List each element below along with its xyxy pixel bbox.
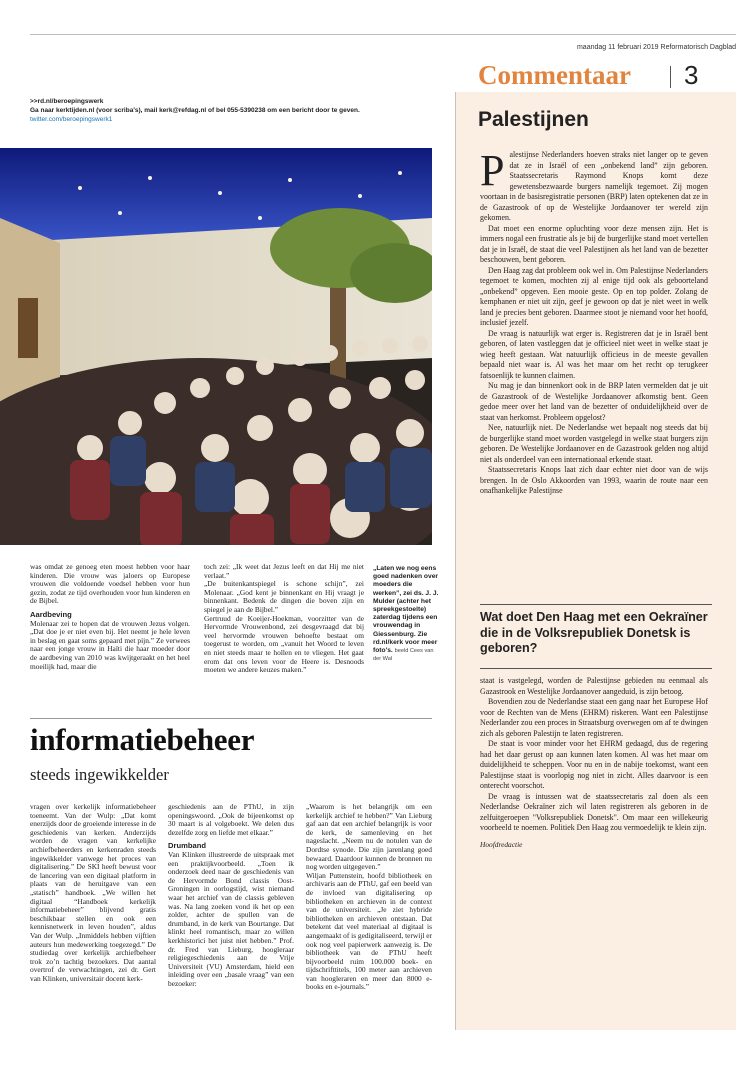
- article1-col2-paragraph2: „De buitenkantspiegel is schone schijn”, zei Molenaar. „God kent je binnenkant en Hij vraagt je binnenkant. Bedenk de dingen die boven zijn en spiegel je aan de Bijbel.”: [204, 579, 364, 614]
- page-number: 3: [684, 60, 699, 90]
- editorial-paragraph-3: Den Haag zag dat probleem ook wel in. Om Palestijnse Nederlanders tegemoet te komen, mochten zij al enige tijd ook als geboorteland „onbekend” opgeven. Een mooie geste. Op en top polder. Zolang de kemphanen er niet uit zijn, geef je gewoon op dat je niet weet in welk land je precies bent geboren. Daarmee stoot je niemand voor het hoofd, inclusief jezelf.: [480, 265, 708, 327]
- photo-caption: [373, 565, 439, 663]
- top-rule: [30, 34, 736, 35]
- article1-col2-paragraph1: toch zei: „Ik weet dat Jezus leeft en dat Hij me niet verlaat.”: [204, 563, 364, 580]
- section-separator: [670, 66, 671, 88]
- info-contact: Ga naar kerktijden.nl (voor scriba's), mail kerk@refdag.nl of bel 055-5390238 om een bericht door te geven.: [30, 107, 360, 114]
- info-box: [30, 97, 440, 124]
- editorial-paragraph-9: Bovendien zou de Nederlandse staat een gang naar het Europese Hof voor de Rechten van de Mens (EHRM) riskeren. Want een Palestijnse Nederlander zou een proces in Straatsburg overwegen om af te dwingen zich als geboren Palestijn te laten registreren.: [480, 697, 708, 738]
- editorial-paragraph-5: Nu mag je dan binnenkort ook in de BRP laten vermelden dat je uit de Gazastrook of de Westelijke Jordaanover afkomstig bent. Geen gedoe meer over het land van de bezetter of onduidelijkheid over de staat van herkomst. Probleem opgelost?: [480, 381, 708, 422]
- article-divider: [30, 718, 432, 719]
- article2-headline: informatiebeheer: [30, 722, 255, 757]
- article2-subheading: Drumband: [168, 841, 206, 851]
- info-twitter-link[interactable]: twitter.com/beroepingswerk1: [30, 116, 113, 123]
- article1-column2: [204, 563, 364, 713]
- editorial-dropcap: P: [480, 150, 505, 195]
- editorial-paragraph-8: staat is vastgelegd, worden de Palestijnse gebieden nu eenmaal als Gazastrook en Westelijke Jordaanover aangeduid, is zijn betoog.: [480, 676, 708, 696]
- article-photo: [0, 148, 432, 545]
- editorial-paragraph-7: Staatssecretaris Knops laat zich daar echter niet door van de wijs brengen. In de Oslo Akkoorden van 1993, waarin de route naar een onafhankelijke Palestijnse: [480, 465, 708, 495]
- section-title: Commentaar: [478, 60, 631, 90]
- article2-col2-paragraph2: Van Klinken illustreerde de uitspraak met een praktijkvoorbeeld. „Toen ik onderzoek deed naar de geschiedenis van de Hervormde Bond classis Oost-Groningen in oorlogstijd, wist niemand waar het archief van de classis gebleven was. Na lang zoeken vond ik het op een zolder, achter de spullen van de drumband, in de kerk van Bourtange. Dat klinkt heel romantisch, maar zo willen kerkhistorici het juist niet hebben.” Prof. dr. Fred van Lieburg, hoogleraar religiegeschiedenis aan de Vrije Universiteit (VU) Amsterdam, hield een inleiding over een „basale vraag” van een bezoeker:: [168, 849, 294, 988]
- editorial-body-continued: [480, 676, 708, 938]
- editorial-paragraph-10: De staat is voor minder voor het EHRM gedaagd, dus de regering had het daar gerust op aan kunnen laten komen. Al was het maar om duidelijkheid te scheppen. Voor nu en in de nabije toekomst, want een Palestijnse staat is voorlopig nog niet in zicht. Alles daarvoor is een onterecht voorschot.: [480, 739, 708, 790]
- pullquote: Wat doet Den Haag met een Oekraïner die in de Volksrepubliek Donetsk is geboren?: [480, 610, 708, 655]
- pullquote-rule-bottom: [480, 668, 712, 669]
- dateline: maandag 11 februari 2019 Reformatorisch Dagblad: [576, 44, 736, 51]
- editorial-paragraph-6: Nee, natuurlijk niet. De Nederlandse wet bepaalt nog steeds dat bij de burgerlijke stand moet worden vastgelegd in welke staat burgers zijn geboren. De Westelijke Jordaanover en de Gazastrook gelden nog altijd niet als onderdeel van een internationaal erkende staat.: [480, 423, 708, 464]
- info-rd-link[interactable]: >>rd.nl/beroepingswerk: [30, 98, 104, 105]
- editorial-paragraph-4: De vraag is natuurlijk wat erger is. Registreren dat je in Israël bent geboren, of laten vastleggen dat je officieel niet weet in welke staat je wieg heeft gestaan. Wat natuurlijk officieus in de meeste gevallen bepaald niet waar is. Al was het maar om het recht op terugkeer fatsoenlijk te kunnen claimen.: [480, 328, 708, 380]
- photo-illustration: [0, 148, 432, 545]
- article2-column1: [30, 803, 156, 1038]
- article2-column3: [306, 803, 432, 1038]
- editorial-signoff: Hoofdredactie: [480, 839, 523, 849]
- article2-col1-text: vragen over kerkelijk informatiebeheer toeneemt. Van der Wulp: „Dat komt enerzijds door de groeiende interesse in de geschiedenis van kerken. Anderzijds worden de vragen van kerkelijke archiefbeheerders en kerkenraden steeds ingewikkelder vanwege het proces van digitalisering.” De SKI heeft bewust voor de lancering van een digitaal platform in plaats van de heruitgave van een „statisch” handboek. „We willen het digitaal “Handboek kerkelijk informatiebeheer” blijvend gratis beschikbaar stellen en ook een kennisnetwerk in leven houden”, aldus Van der Wulp. „Inmiddels hebben vijftien auteurs hun medewerking toegezegd.” De studiedag over kerkelijk archiefbeheer trok zo’n tachtig bezoekers. Dat aantal overtrof de verwachtingen, zei dr. Gert van Klinken, universitair docent kerk-: [30, 803, 156, 983]
- caption-credit: beeld Cees van der Wal: [373, 648, 434, 663]
- article1-subheading: Aardbeving: [30, 609, 72, 619]
- article2-subhead: steeds ingewikkelder: [30, 765, 169, 784]
- article1-column1: [30, 563, 190, 713]
- editorial-paragraph-2: Dat moet een enorme opluchting voor deze mensen zijn. Het is immers nogal een frustratie als je bij de burgerlijke stand moet vertellen dat je in Israël, de staat die veel Palestijnen als het land van de bezetter beschouwen, bent geboren.: [480, 223, 708, 264]
- editorial-body: [480, 150, 708, 602]
- editorial-paragraph-1: Palestijnse Nederlanders hoeven straks niet langer op te geven dat ze in Israël of een „onbekend land” zijn geboren. Staatssecretaris Raymond Knops komt deze gewetensbezwaarde burgers namelijk tegemoet. Zij mogen voortaan in de basisregistratie personen (BRP) laten optekenen dat ze in de Gazastrook of op de Westelijke Jordaanover ter wereld zijn gekomen.: [480, 150, 708, 222]
- article2-column2: [168, 803, 294, 1038]
- editorial-paragraph-11: De vraag is intussen wat de staatssecretaris zal doen als een Nederlandse Oekraïner zich wil laten registreren als geboren in de zelfuitgeroepen "Volksrepubliek Donetsk". Om maar een willekeurig voorbeeld te noemen. Politiek Den Haag zou vermoedelijk te klein zijn.: [480, 791, 708, 832]
- article1-col2-paragraph3: Gertruud de Koeijer-Hoekman, voorzitter van de Hervormde Vrouwenbond, zei desgevraagd dat bij veel hervormde vrouwen behoefte bestaat om toegerust te worden, om „vanuit het Woord te leven en niet steeds maar te hollen en te vliegen. Het gaat erom dat ons leven voor de Heere is. Desnoods moeten we andere keuzes maken.”: [204, 613, 364, 675]
- caption-text: „Laten we nog eens goed nadenken over moeders die werken”, zei ds. J. J. Mulder (achter het spreekgestoelte) zaterdag tijdens een vrouwendag in Giessenburg. Zie rd.nl/kerk voor meer foto's.: [373, 565, 439, 655]
- article1-col1-paragraph2: Molenaar zei te hopen dat de vrouwen Jezus volgen. „Dat doe je er niet even bij. Het neemt je hele leven in beslag en gaat soms gepaard met pijn.” Ze verwees naar een jonge vrouw in Haïti die haar moeder door de aardbeving van 2010 was kwijtgeraakt en het heel moeilijk had, maar die: [30, 618, 190, 671]
- article2-col3-paragraph1: „Waarom is het belangrijk om een kerkelijk archief te hebben?” Van Lieburg gaf aan dat een archief belangrijk is voor de kerk, de samenleving en het nageslacht. „Neem nu de notulen van de Dordtse synode. Die zijn jarenlang goed bewaard. Daardoor kunnen de bronnen nu nog worden uitgegeven.”: [306, 803, 432, 872]
- article2-col3-paragraph2: Wiljan Puttenstein, hoofd bibliotheek en archivaris aan de PThU, gaf een beeld van de invloed van digitalisering op bibliotheken en archieven in de context van de universiteit. „Je ziet hybride bibliotheken en archieven ontstaan. Dat betekent dat veel materiaal al digitaal is aangemaakt of is gedigitaliseerd, terwijl er ook nog veel papierwerk aanwezig is. De bibliotheek van de PThU heeft bijvoorbeeld ruim 100.000 boek- en tijdschrifttitels, 100 meter aan archieven van hoogleraren en meer dan 8000 e-books en e-journals.”: [306, 870, 432, 992]
- editorial-title: Palestijnen: [478, 108, 589, 131]
- article1-col1-paragraph: was omdat ze genoeg eten moest hebben voor haar kinderen. Die vrouw was jaloers op Europese vrouwen die voldoende voedsel hebben voor hun gezin, zodat ze tijd overhouden voor hun kinderen en de Bijbel.: [30, 563, 190, 606]
- pullquote-rule-top: [480, 604, 712, 605]
- article2-col2-paragraph1: geschiedenis aan de PThU, in zijn openingswoord. „Ook de bijeenkomst op 30 maart is al volgeboekt. We delen dus dezelfde zorg en liefde met elkaar.”: [168, 803, 294, 837]
